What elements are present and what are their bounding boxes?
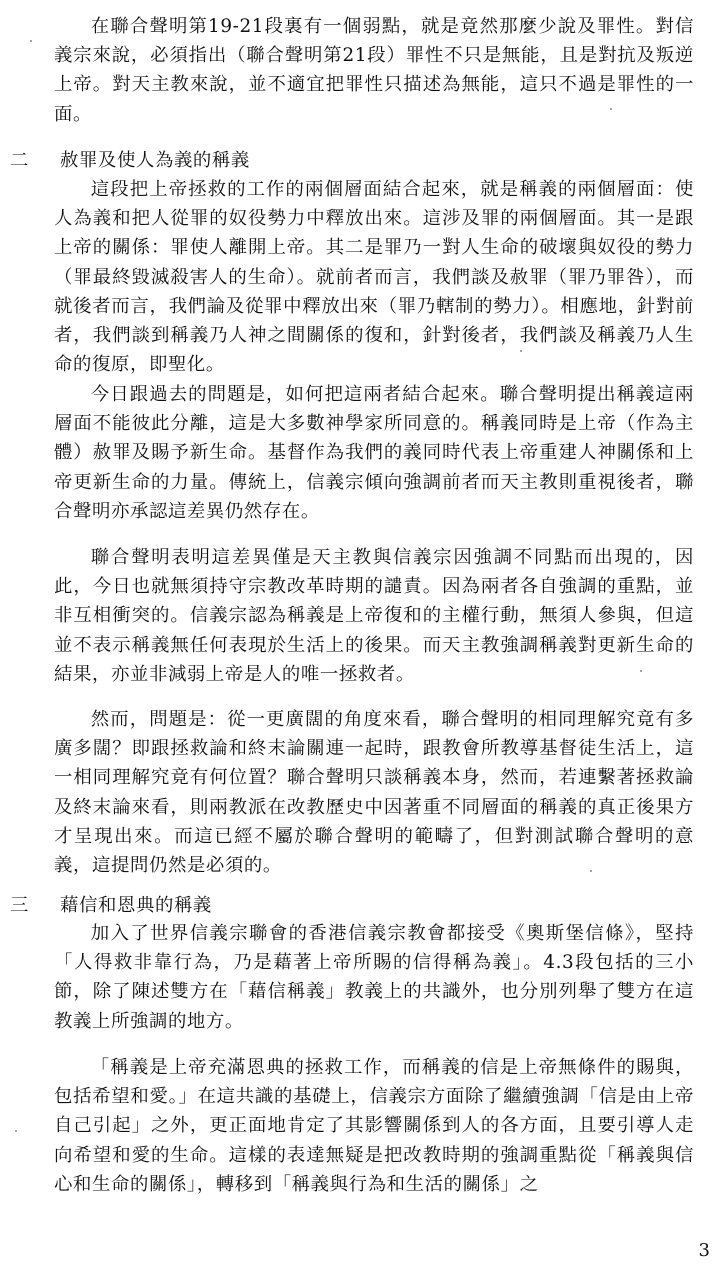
paragraph-5: 然而，問題是：從一更廣闊的角度來看，聯合聲明的相同理解究竟有多廣多闊？即跟拯救論和終末論關連一起時，跟教會所教導基督徒生活上，這一相同理解究竟有何位置？聯合聲明只談稱義本身，然而，若連繫著拯救論及終末論來看，則兩教派在改教歷史中因著重不同層面的稱義的真正後果方才呈現出來。而這已經不屬於聯合聲明的範疇了，但對測試聯合聲明的意義，這提問仍然是必須的。 (54, 709, 694, 877)
paragraph-3: 今日跟過去的問題是，如何把這兩者結合起來。聯合聲明提出稱義這兩層面不能彼此分離，這是大多數神學家所同意的。稱義同時是上帝（作為主體）赦罪及賜予新生命。基督作為我們的義同時代表上帝重建人神關係和上帝更新生命的力量。傳統上，信義宗傾向強調前者而天主教則重視後者，聯合聲明亦承認這差異仍然存在。 (54, 384, 694, 522)
scan-speck (30, 40, 32, 42)
paragraph-7: 「稱義是上帝充滿恩典的拯救工作，而稱義的信是上帝無條件的賜與，包括希望和愛。」在這共識的基礎上，信義宗方面除了繼續強調「信是由上帝自己引起」之外，更正面地肯定了其影響關係到人的各方面，且要引導人走向希望和愛的生命。這樣的表達無疑是把改教時期的強調重點從「稱義與信心和生命的關係」，轉移到「稱義與行為和生活的關係」之 (54, 1057, 694, 1195)
section-heading-2 (10, 146, 690, 175)
scan-speck (590, 870, 592, 872)
paragraph-4: 聯合聲明表明這差異僅是天主教與信義宗因強調不同點而出現的，因此，今日也就無須持守宗教改革時期的譴責。因為兩者各自強調的重點，並非互相衝突的。信義宗認為稱義是上帝復和的主權行動，無須人參與，但這並不表示稱義無任何表現於生活上的後果。而天主教強調稱義對更新生命的結果，亦並非減弱上帝是人的唯一拯救者。 (54, 547, 694, 685)
scan-speck (15, 1130, 17, 1132)
section-heading-3 (10, 891, 690, 920)
section-title: 赦罪及使人為義的稱義 (60, 150, 250, 171)
section-title: 藉信和恩典的稱義 (60, 895, 212, 916)
paragraph-6: 加入了世界信義宗聯會的香港信義宗教會都接受《奧斯堡信條》，堅持「人得救非靠行為，乃是藉著上帝所賜的信得稱為義」。4.3段包括的三小節，除了陳述雙方在「藉信稱義」教義上的共識外，也分別列舉了雙方在這教義上所強調的地方。 (54, 923, 694, 1032)
page-number: 3 (698, 1240, 710, 1261)
section-number: 二 (10, 150, 29, 171)
paragraph-2: 這段把上帝拯救的工作的兩個層面結合起來，就是稱義的兩個層面：使人為義和把人從罪的奴役勢力中釋放出來。這涉及罪的兩個層面。其一是跟上帝的關係：罪使人離開上帝。其二是罪乃一對人生命的破壞與奴役的勢力（罪最終毀滅殺害人的生命）。就前者而言，我們談及赦罪（罪乃罪咎），而就後者而言，我們論及從罪中釋放出來（罪乃轄制的勢力）。相應地，針對前者，我們談到稱義乃人神之間關係的復和，針對後者，我們談及稱義乃人生命的復原，即聖化。 (54, 179, 694, 376)
section-number: 三 (10, 895, 29, 916)
scan-speck (640, 670, 642, 672)
scan-speck (520, 350, 522, 352)
scan-speck (610, 108, 612, 110)
paragraph-1: 在聯合聲明第19-21段裏有一個弱點，就是竟然那麼少說及罪性。對信義宗來說，必須指出（聯合聲明第21段）罪性不只是無能，且是對抗及叛逆上帝。對天主教來說，並不適宜把罪性只描述為無能，這只不過是罪性的一面。 (54, 16, 694, 125)
